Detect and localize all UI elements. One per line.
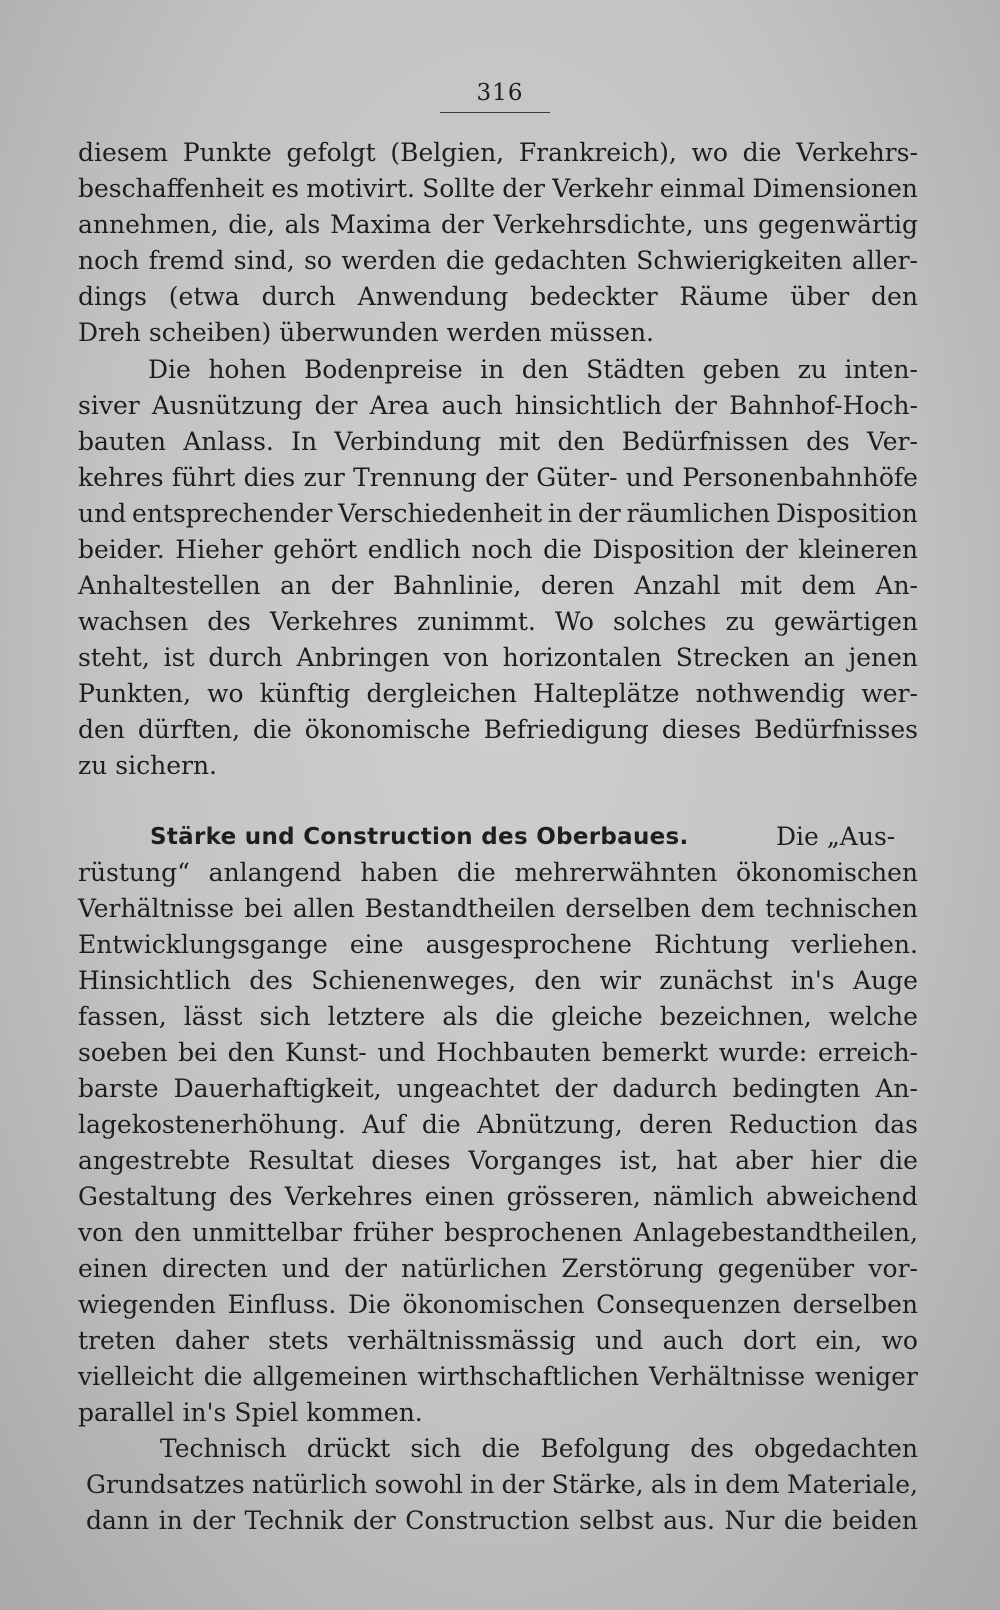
text-line: Anhaltestellen an der Bahnlinie, deren Anzahl mit dem An- (78, 571, 918, 600)
text-line: dings (etwa durch Anwendung bedeckter Räume über den (78, 282, 918, 311)
text-line: angestrebte Resultat dieses Vorganges ist, hat aber hier die (78, 1146, 918, 1175)
text-line: Verhältnisse bei allen Bestandtheilen derselben dem technischen (78, 894, 918, 923)
text-line: dann in der Technik der Construction selbst aus. Nur die beiden (86, 1506, 918, 1535)
text-line: noch fremd sind, so werden die gedachten Schwierigkeiten aller- (78, 246, 918, 275)
text-line: bauten Anlass. In Verbindung mit den Bedürfnissen des Ver- (78, 427, 918, 456)
text-line: Gestaltung des Verkehres einen grösseren, nämlich abweichend (78, 1182, 918, 1211)
text-line: zu sichern. (78, 751, 218, 780)
text-line: Hinsichtlich des Schienenweges, den wir zunächst in's Auge (78, 966, 918, 995)
section-heading: Stärke und Construction des Oberbaues. (150, 824, 689, 850)
text-line: annehmen, die, als Maxima der Verkehrsdichte, uns gegenwärtig (78, 210, 918, 239)
text-line: fassen, lässt sich letztere als die gleiche bezeichnen, welche (78, 1002, 918, 1031)
text-line: kehres führt dies zur Trennung der Güter- und Personenbahnhöfe (78, 463, 918, 492)
text-line: Entwicklungsgange eine ausgesprochene Richtung verliehen. (78, 930, 918, 959)
text-line: steht, ist durch Anbringen von horizontalen Strecken an jenen (78, 643, 918, 672)
text-line: und entsprechender Verschiedenheit in der räumlichen Disposition (78, 499, 918, 528)
text-line: Grundsatzes natürlich sowohl in der Stärke, als in dem Materiale, (86, 1470, 918, 1499)
text-line: Technisch drückt sich die Befolgung des obgedachten (160, 1434, 918, 1463)
text-line: vielleicht die allgemeinen wirthschaftlichen Verhältnisse weniger (78, 1362, 918, 1391)
text-line: Die hohen Bodenpreise in den Städten geben zu inten- (148, 355, 918, 384)
text-line: diesem Punkte gefolgt (Belgien, Frankreich), wo die Verkehrs- (78, 138, 918, 167)
text-line: Die „Aus- (776, 822, 896, 851)
text-line: treten daher stets verhältnissmässig und auch dort ein, wo (78, 1326, 918, 1355)
text-line: einen directen und der natürlichen Zerstörung gegenüber vor- (78, 1254, 918, 1283)
text-line: Punkten, wo künftig dergleichen Halteplätze nothwendig wer- (78, 679, 918, 708)
text-line: siver Ausnützung der Area auch hinsichtlich der Bahnhof-Hoch- (78, 391, 918, 420)
text-line: wachsen des Verkehres zunimmt. Wo solches zu gewärtigen (78, 607, 918, 636)
text-line: parallel in's Spiel kommen. (78, 1398, 423, 1427)
text-line: den dürften, die ökonomische Befriedigung dieses Bedürfnisses (78, 715, 918, 744)
text-line: soeben bei den Kunst- und Hochbauten bemerkt wurde: erreich- (78, 1038, 918, 1067)
text-line: Dreh scheiben) überwunden werden müssen. (78, 318, 654, 347)
text-line: beschaffenheit es motivirt. Sollte der Verkehr einmal Dimensionen (78, 174, 918, 203)
text-line: lagekostenerhöhung. Auf die Abnützung, deren Reduction das (78, 1110, 918, 1139)
text-line: von den unmittelbar früher besprochenen Anlagebestandtheilen, (78, 1218, 918, 1247)
page-number: 316 (476, 80, 524, 106)
text-line: beider. Hieher gehört endlich noch die Disposition der kleineren (78, 535, 918, 564)
text-line: barste Dauerhaftigkeit, ungeachtet der dadurch bedingten An- (78, 1074, 918, 1103)
text-line: rüstung“ anlangend haben die mehrerwähnten ökonomischen (78, 858, 918, 887)
text-line: wiegenden Einfluss. Die ökonomischen Consequenzen derselben (78, 1290, 918, 1319)
